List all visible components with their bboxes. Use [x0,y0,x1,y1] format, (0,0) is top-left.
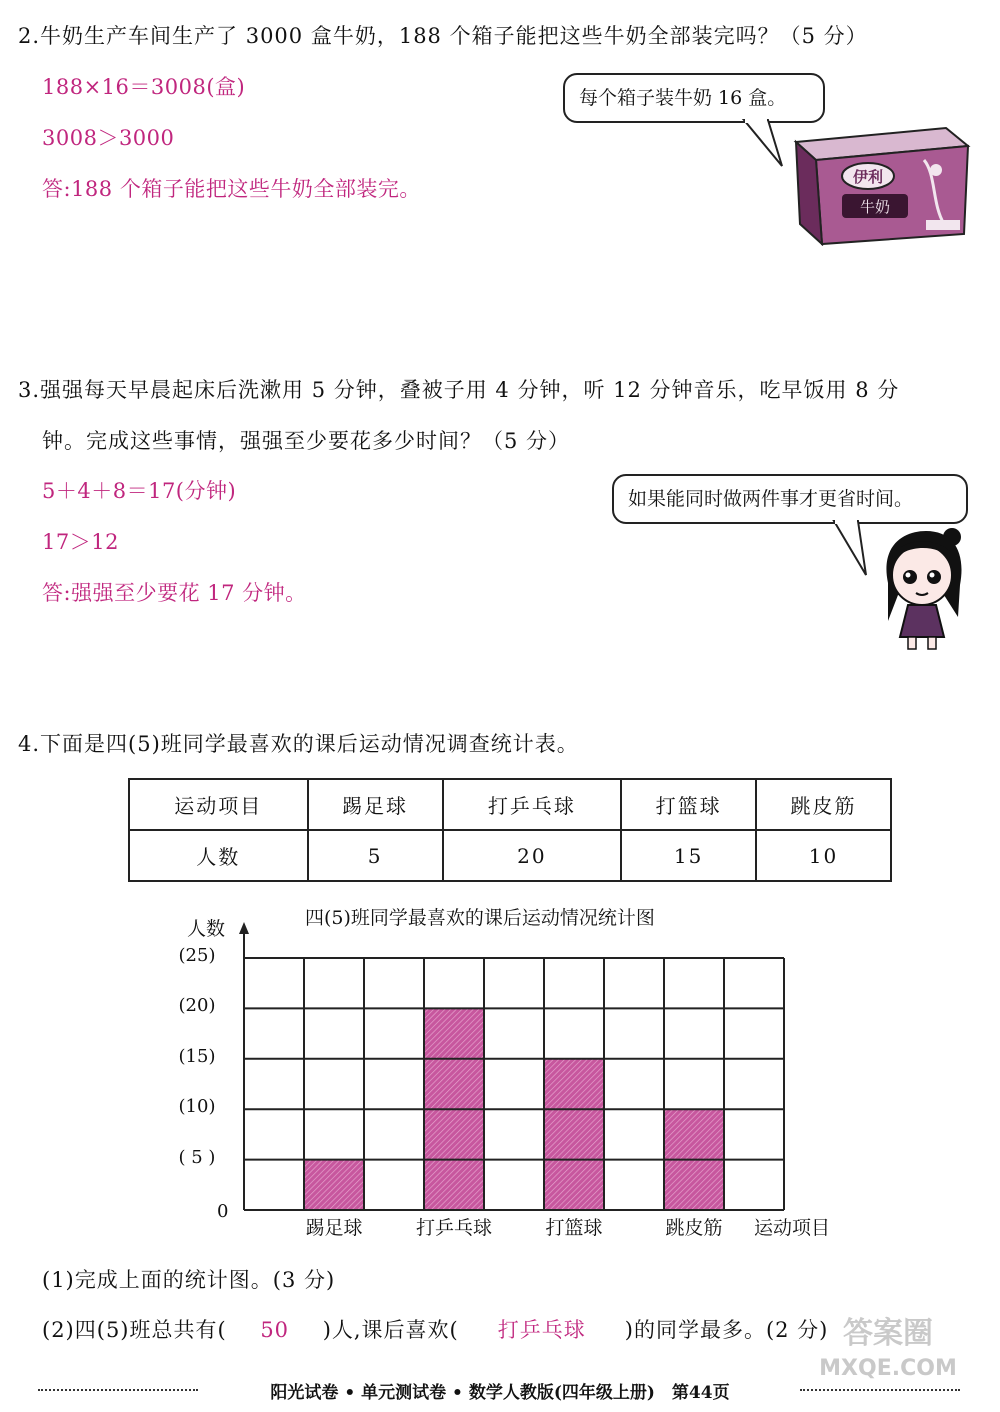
chart-bar [424,1008,484,1210]
question-4-text: 4.下面是四(5)班同学最喜欢的课后运动情况调查统计表。 [18,732,579,756]
q3-answer-line-3: 答:强强至少要花 17 分钟。 [42,581,307,605]
chart-y-axis-arrow [239,922,249,934]
chart-title: 四(5)班同学最喜欢的课后运动情况统计图 [305,907,655,929]
question-3-line-1: 3.强强每天早晨起床后洗漱用 5 分钟，叠被子用 4 分钟，听 12 分钟音乐，吃早饭用 8 分 [18,378,900,402]
sub2-prefix: (2)四(5)班总共有( [42,1318,227,1342]
table-row [129,830,891,881]
q4-sub-question-1: (1)完成上面的统计图。(3 分) [42,1268,336,1292]
table-cell: 10 [756,830,891,881]
q2-answer-line-2: 3008＞3000 [42,126,175,150]
question-3-line-2: 钟。完成这些事情，强强至少要花多少时间？（5 分） [42,429,571,453]
table-header-cell: 运动项目 [129,779,308,830]
answer-blank-favorite: 打乒乓球 [497,1318,586,1342]
box-product-text: 牛奶 [859,198,891,216]
watermark-logo: 答案圈 MXQE.COM [819,1316,957,1381]
sub2-suffix: )的同学最多。(2 分) [624,1318,829,1342]
q2-answer-line-3: 答:188 个箱子能把这些牛奶全部装完。 [42,177,421,201]
chart-y-tick-label: (15) [178,1045,216,1067]
q4-sub-question-2 [42,1314,828,1344]
chart-x-tick-label: 打乒乓球 [415,1217,492,1239]
girl-character-image [874,525,970,651]
table-header-cell: 打篮球 [621,779,756,830]
chart-bar [304,1160,364,1210]
chart-y-axis-label: 人数 [187,918,226,940]
question-2-text: 2.牛奶生产车间生产了 3000 盒牛奶，188 个箱子能把这些牛奶全部装完吗？（5 分） [18,24,868,48]
chart-y-tick-label: (25) [178,945,216,966]
table-cell: 5 [308,830,443,881]
chart-x-tick-label: 跳皮筋 [665,1217,723,1239]
q2-answer-line-1: 188×16＝3008(盒) [42,75,246,99]
table-header-cell: 踢足球 [308,779,443,830]
chart-y-tick-label: (10) [178,1096,216,1118]
page-footer: 阳光试卷 • 单元测试卷 • 数学人教版(四年级上册) 第44页 [270,1383,730,1403]
q3-answer-line-2: 17＞12 [42,530,119,554]
answer-blank-total: 50 [260,1318,290,1342]
q2-hint-text: 每个箱子装牛奶 16 盒。 [579,86,787,109]
q2-hint-bubble [563,73,825,123]
footer-rule-right [800,1389,960,1391]
chart-x-tick-label: 打篮球 [545,1217,603,1239]
q3-hint-bubble [612,474,968,524]
table-cell: 20 [443,830,622,881]
chart-y-tick-label: ( 5 ) [178,1146,216,1168]
survey-table [128,778,892,882]
milk-box-image [786,124,972,246]
box-brand-text: 伊利 [852,168,884,186]
chart-origin-label: 0 [217,1201,229,1222]
table-row-label: 人数 [129,830,308,881]
chart-x-axis-label: 运动项目 [754,1217,831,1239]
q3-hint-text: 如果能同时做两件事才更省时间。 [628,487,914,510]
chart-y-tick-label: (20) [178,995,216,1017]
q3-answer-line-1: 5＋4＋8＝17(分钟) [42,479,237,503]
chart-bar [664,1109,724,1210]
table-cell: 15 [621,830,756,881]
sub2-mid: )人,课后喜欢( [322,1318,459,1342]
table-header-cell: 跳皮筋 [756,779,891,830]
chart-x-tick-label: 踢足球 [305,1217,363,1239]
table-header-cell: 打乒乓球 [443,779,622,830]
chart-bar [544,1059,604,1210]
table-header-row [129,779,891,830]
